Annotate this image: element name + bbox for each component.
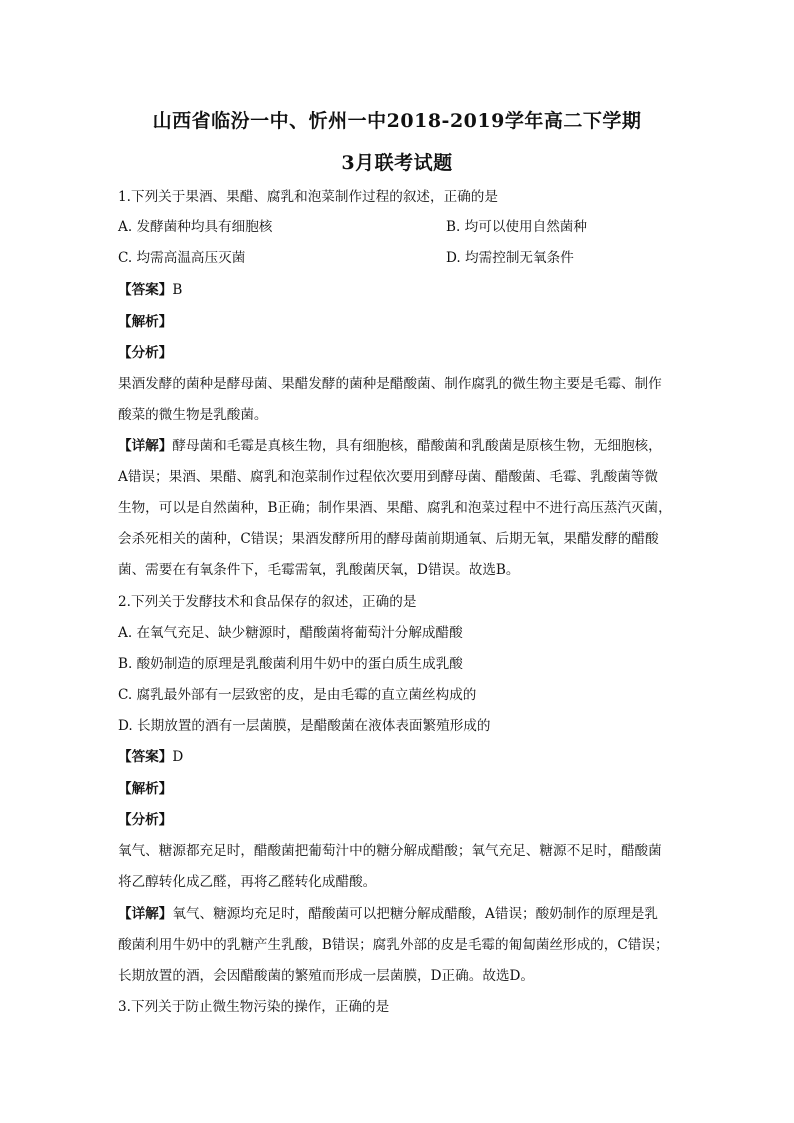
question-2-option-d: D. 长期放置的酒有一层菌膜，是醋酸菌在液体表面繁殖形成的 [118, 718, 491, 734]
question-1-jiexi-tag: 【解析】 [118, 314, 173, 330]
question-2-option-c: C. 腐乳最外部有一层致密的皮，是由毛霉的直立菌丝构成的 [118, 687, 477, 703]
question-1-detail-line: 生物，可以是自然菌种，B正确；制作果酒、果醋、腐乳和泡菜过程中不进行高压蒸汽灭菌， [118, 500, 672, 516]
detail-tag: 【详解】 [118, 906, 173, 922]
question-2-answer [118, 748, 183, 766]
question-2-detail-line: 酸菌利用牛奶中的乳糖产生乳酸，B错误；腐乳外部的皮是毛霉的匍匐菌丝形成的，C错误； [118, 937, 669, 953]
document-subtitle: 3月联考试题 [341, 152, 453, 174]
question-2-option-a: A. 在氧气充足、缺少糖源时，醋酸菌将葡萄汁分解成醋酸 [118, 625, 463, 641]
question-1-analysis-line: 酸菜的微生物是乳酸菌。 [118, 407, 268, 423]
question-1-detail-line: 会杀死相关的菌种，C错误；果酒发酵所用的酵母菌前期通氧、后期无氧，果醋发酵的醋酸 [118, 531, 659, 547]
question-1-detail-line: 菌、需要在有氧条件下，毛霉需氧，乳酸菌厌氧，D错误。故选B。 [118, 562, 520, 578]
question-1-option-c: C. 均需高温高压灭菌 [118, 250, 246, 266]
question-2-detail-line: 长期放置的酒，会因醋酸菌的繁殖而形成一层菌膜，D正确。故选D。 [118, 968, 535, 984]
question-2-option-b: B. 酸奶制造的原理是乳酸菌利用牛奶中的蛋白质生成乳酸 [118, 656, 463, 672]
question-2-stem: 2.下列关于发酵技术和食品保存的叙述，正确的是 [118, 594, 417, 610]
question-1-option-b: B. 均可以使用自然菌种 [446, 219, 587, 235]
answer-value: B [172, 282, 183, 298]
question-3-stem: 3.下列关于防止微生物污染的操作，正确的是 [118, 999, 390, 1015]
question-2-jiexi-tag: 【解析】 [118, 781, 173, 797]
detail-text: 酵母菌和毛霉是真核生物，具有细胞核，醋酸菌和乳酸菌是原核生物，无细胞核， [172, 438, 662, 454]
detail-text: 氧气、糖源均充足时，醋酸菌可以把糖分解成醋酸，A错误；酸奶制作的原理是乳 [172, 906, 658, 922]
question-2-detail-line [118, 905, 658, 923]
document-title: 山西省临汾一中、忻州一中2018-2019学年高二下学期 [152, 110, 642, 132]
question-1-fenxi-tag: 【分析】 [118, 345, 173, 361]
question-1-option-a: A. 发酵菌种均具有细胞核 [118, 219, 273, 235]
detail-tag: 【详解】 [118, 438, 173, 454]
question-1-option-d: D. 均需控制无氧条件 [446, 250, 574, 266]
answer-value: D [172, 749, 184, 765]
question-1-answer [118, 281, 182, 299]
question-1-detail-line: A错误；果酒、果醋、腐乳和泡菜制作过程依次要用到酵母菌、醋酸菌、毛霉、乳酸菌等微 [118, 469, 658, 485]
question-1-detail-line [118, 437, 662, 455]
question-1-analysis-line: 果酒发酵的菌种是酵母菌、果醋发酵的菌种是醋酸菌、制作腐乳的微生物主要是毛霉、制作 [118, 376, 662, 392]
question-2-fenxi-tag: 【分析】 [118, 812, 173, 828]
question-1-stem: 1.下列关于果酒、果醋、腐乳和泡菜制作过程的叙述，正确的是 [118, 189, 498, 205]
answer-tag: 【答案】 [118, 282, 173, 298]
question-2-analysis-line: 将乙醇转化成乙醛，再将乙醛转化成醋酸。 [118, 874, 377, 890]
answer-tag: 【答案】 [118, 749, 173, 765]
question-2-analysis-line: 氧气、糖源都充足时，醋酸菌把葡萄汁中的糖分解成醋酸；氧气充足、糖源不足时，醋酸菌 [118, 843, 662, 859]
